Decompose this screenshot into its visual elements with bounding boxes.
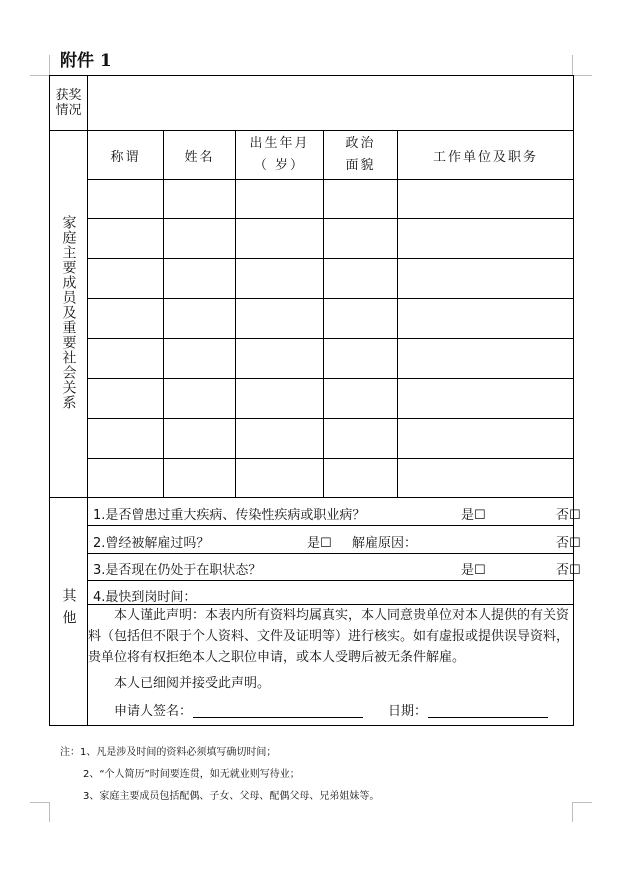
question-4-text: 4.最快到岗时间： (93, 589, 197, 605)
declaration-cell (88, 605, 574, 726)
family-cell[interactable] (88, 299, 164, 339)
family-cell[interactable] (164, 379, 236, 419)
family-row (50, 219, 574, 259)
accept-statement: 本人已细阅并接受此声明。 (114, 676, 271, 691)
crop-mark (572, 802, 592, 803)
header-relation: 称谓 (88, 131, 164, 180)
signature-line (88, 701, 573, 725)
family-cell[interactable] (236, 219, 324, 259)
family-cell[interactable] (398, 339, 574, 379)
family-cell[interactable] (324, 219, 398, 259)
crop-mark (49, 55, 50, 75)
header-political (324, 131, 398, 180)
crop-mark (49, 802, 50, 822)
note-item: 2、“个人简历”时间要连贯，如无就业则写待业； (83, 769, 300, 780)
note-item: 注：1、凡是涉及时间的资料必须填写确切时间； (60, 747, 277, 758)
family-cell[interactable] (324, 459, 398, 498)
family-cell[interactable] (88, 419, 164, 459)
family-cell[interactable] (236, 339, 324, 379)
family-cell[interactable] (88, 339, 164, 379)
question-1-cell (88, 498, 581, 526)
family-cell[interactable] (398, 259, 574, 299)
family-cell[interactable] (324, 379, 398, 419)
crop-mark (572, 802, 573, 822)
header-political-line2: 面貌 (345, 158, 376, 173)
family-cell[interactable] (88, 180, 164, 219)
family-label-cell (50, 131, 88, 498)
question-1-no-checkbox[interactable]: 否☐ (556, 507, 581, 523)
question-1-text: 1.是否曾患过重大疾病、传染性疾病或职业病？ (93, 507, 366, 523)
date-label: 日期： (388, 704, 428, 719)
header-name: 姓名 (164, 131, 236, 180)
family-cell[interactable] (164, 339, 236, 379)
question-3-yes-checkbox[interactable]: 是☐ (461, 563, 486, 578)
crop-mark (30, 75, 50, 76)
declaration-text: 本人谨此声明：本表内所有资料均属真实，本人同意贵单位对本人提供的有关资料（包括但不限于个人资料、文件及证明等）进行核实。如有虚报或提供误导资料，贵单位将有权拒绝本人之职位申请，或本人受聘后被无条件解雇。 (88, 608, 570, 665)
question-4-cell (88, 581, 574, 605)
family-row (50, 180, 574, 219)
page-title: 附件 1 (60, 51, 112, 71)
date-field[interactable] (428, 701, 548, 718)
awards-label: 获奖情况 (55, 88, 82, 118)
crop-mark (572, 75, 592, 76)
family-row (50, 379, 574, 419)
family-row (50, 419, 574, 459)
crop-mark (30, 802, 50, 803)
family-cell[interactable] (88, 219, 164, 259)
question-3-text: 3.是否现在仍处于在职状态？ (93, 563, 262, 578)
family-cell[interactable] (324, 180, 398, 219)
family-cell[interactable] (398, 219, 574, 259)
header-birth-line2: （ 岁） (253, 158, 306, 173)
question-3-no-checkbox[interactable]: 否☐ (556, 563, 581, 578)
family-cell[interactable] (236, 259, 324, 299)
header-work: 工作单位及职务 (398, 131, 574, 180)
family-row (50, 459, 574, 498)
signature-label: 申请人签名： (114, 704, 193, 719)
family-row (50, 339, 574, 379)
question-2-cell (88, 526, 581, 554)
family-cell[interactable] (164, 259, 236, 299)
awards-content-cell[interactable] (88, 76, 574, 131)
family-cell[interactable] (236, 459, 324, 498)
family-cell[interactable] (324, 299, 398, 339)
family-cell[interactable] (164, 299, 236, 339)
other-label-cell (50, 498, 88, 726)
family-cell[interactable] (88, 379, 164, 419)
family-cell[interactable] (324, 259, 398, 299)
family-cell[interactable] (398, 379, 574, 419)
application-form-table (49, 75, 581, 726)
question-1-yes-checkbox[interactable]: 是☐ (461, 507, 486, 523)
note-item: 3、家庭主要成员包括配偶、子女、父母、配偶父母、兄弟姐妹等。 (83, 791, 380, 802)
family-cell[interactable] (164, 419, 236, 459)
signature-field[interactable] (193, 701, 363, 718)
family-cell[interactable] (164, 459, 236, 498)
question-3-cell (88, 554, 581, 581)
family-row (50, 299, 574, 339)
family-cell[interactable] (236, 379, 324, 419)
question-2-reason-label: 解雇原因： (352, 535, 418, 551)
family-label: 家庭主要成员及重要社会关系 (60, 214, 77, 410)
family-cell[interactable] (88, 259, 164, 299)
family-cell[interactable] (398, 459, 574, 498)
family-cell[interactable] (236, 299, 324, 339)
family-cell[interactable] (398, 419, 574, 459)
header-birth-line1: 出生年月 (249, 136, 310, 151)
family-row (50, 259, 574, 299)
header-birth (236, 131, 324, 180)
header-political-line1: 政治 (345, 136, 376, 151)
family-cell[interactable] (236, 419, 324, 459)
family-cell[interactable] (398, 180, 574, 219)
question-2-no-checkbox[interactable]: 否☐ (556, 535, 581, 551)
family-cell[interactable] (324, 339, 398, 379)
family-cell[interactable] (164, 180, 236, 219)
family-cell[interactable] (324, 419, 398, 459)
family-cell[interactable] (236, 180, 324, 219)
family-cell[interactable] (88, 459, 164, 498)
question-2-text: 2.曾经被解雇过吗？ (93, 535, 210, 551)
question-2-yes-checkbox[interactable]: 是☐ (307, 535, 332, 551)
crop-mark (572, 55, 573, 75)
family-cell[interactable] (398, 299, 574, 339)
awards-label-cell (50, 76, 88, 131)
family-cell[interactable] (164, 219, 236, 259)
other-label: 其他 (60, 587, 77, 632)
notes (60, 742, 379, 808)
